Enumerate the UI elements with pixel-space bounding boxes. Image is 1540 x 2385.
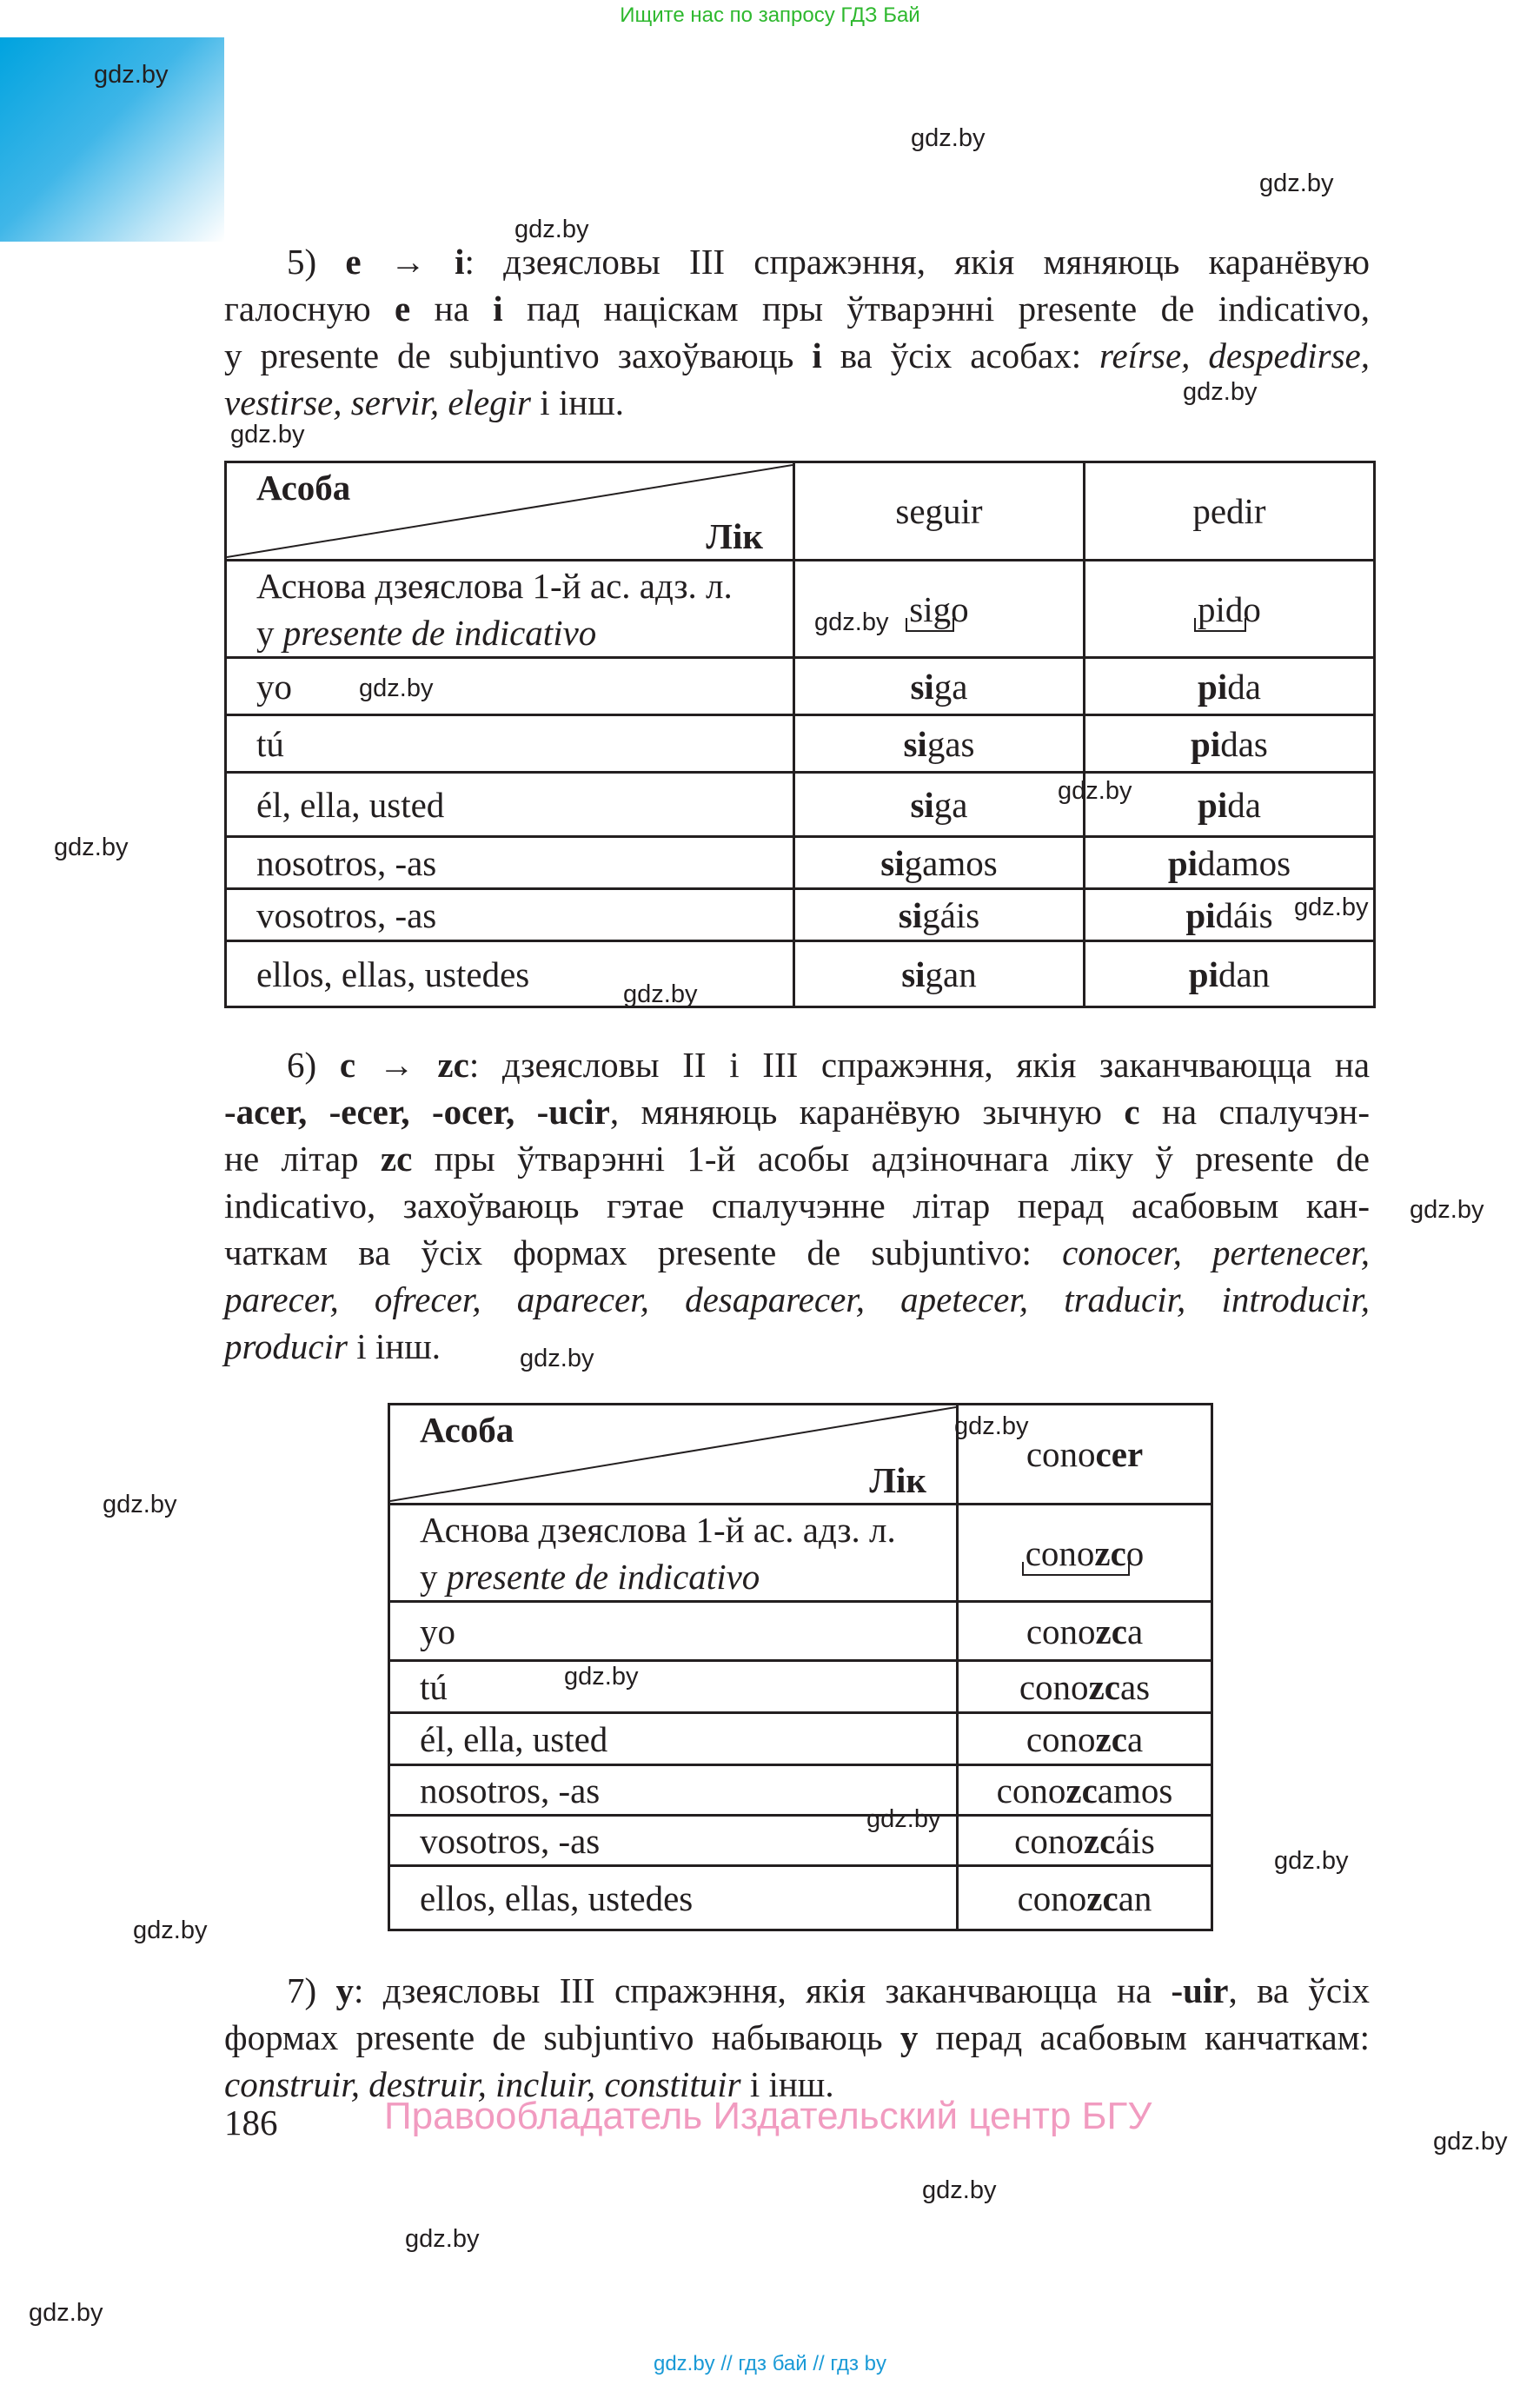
conjugation-table-seguir-pedir (224, 461, 1376, 1008)
watermark: gdz.by (94, 61, 169, 89)
person-tu: tú (389, 1661, 958, 1713)
form-conocer: conozcan (958, 1866, 1212, 1930)
watermark: gdz.by (1274, 1847, 1349, 1875)
person-tu: tú (226, 715, 794, 773)
watermark: gdz.by (1410, 1196, 1484, 1224)
copyright-notice: Правообладатель Издательский центр БГУ (384, 2095, 1152, 2137)
watermark: gdz.by (405, 2225, 480, 2253)
person-el: él, ella, usted (226, 773, 794, 837)
watermark: gdz.by (520, 1345, 594, 1372)
header-asoba: Асоба (256, 468, 351, 508)
watermark: gdz.by (514, 216, 589, 243)
person-nosotros: nosotros, -as (226, 837, 794, 889)
watermark: gdz.by (1259, 169, 1334, 197)
table-header-diagonal (389, 1405, 958, 1505)
watermark: gdz.by (564, 1663, 639, 1691)
watermark: gdz.by (1294, 894, 1369, 921)
form-pedir: pidamos (1084, 837, 1374, 889)
form-pedir: pida (1084, 773, 1374, 837)
watermark: gdz.by (54, 834, 129, 861)
watermark: gdz.by (922, 2176, 997, 2204)
form-conocer: conozca (958, 1713, 1212, 1765)
header-conocer: conocer (958, 1405, 1212, 1505)
bottom-banner[interactable]: gdz.by // гдз бай // гдз by (653, 2352, 887, 2375)
header-pedir: pedir (1084, 462, 1374, 561)
person-yo: yo (389, 1602, 958, 1661)
header-lik: Лік (869, 1460, 926, 1500)
person-ellos: ellos, ellas, ustedes (389, 1866, 958, 1930)
top-banner[interactable]: Ищите нас по запросу ГДЗ Бай (620, 3, 920, 27)
form-pedir: pidan (1084, 941, 1374, 1007)
watermark: gdz.by (911, 124, 986, 152)
form-conocer: conozcamos (958, 1765, 1212, 1816)
watermark: gdz.by (954, 1412, 1029, 1440)
stem-label: Аснова дзеяслова 1-й ас. адз. л. у presente de indicativo (226, 561, 794, 658)
form-seguir: sigamos (794, 837, 1085, 889)
form-pedir: pidas (1084, 715, 1374, 773)
header-lik: Лік (706, 516, 763, 556)
form-pedir: pida (1084, 658, 1374, 715)
watermark: gdz.by (814, 608, 889, 636)
stem-label: Аснова дзеяслова 1-й ас. адз. л. у presente de indicativo (389, 1505, 958, 1602)
form-seguir: sigas (794, 715, 1085, 773)
watermark: gdz.by (1183, 378, 1258, 406)
form-conocer: conozcáis (958, 1816, 1212, 1866)
form-seguir: sigan (794, 941, 1085, 1007)
person-vosotros: vosotros, -as (389, 1816, 958, 1866)
header-seguir: seguir (794, 462, 1085, 561)
conjugation-table-conocer (388, 1403, 1213, 1931)
watermark: gdz.by (1058, 777, 1132, 805)
section-6: 6) c → zc: дзеясловы II і III спражэння, якія заканчваюцца на -acer, -ecer, -ocer, -ucir, мяняюць каранёвую зычную c на спалучэн- не літар zc пры ўтварэнні 1-й асобы адзіночнага ліку ў presente de indicativo, захоўваюць гэтае спалучэнне літар перад асабовым кан- чаткам ва ўсіх формах presente de subjuntivo: conocer, pertenecer, parecer, ofrecer, aparecer, desaparecer, apetecer, traducir, introducir, producir і інш. (224, 1045, 1371, 1366)
page-number: 186 (224, 2103, 278, 2143)
header-asoba: Асоба (420, 1410, 514, 1450)
watermark: gdz.by (133, 1917, 208, 1944)
person-ellos: ellos, ellas, ustedes (226, 941, 794, 1007)
form-conocer: conozcas (958, 1661, 1212, 1713)
stem-seguir: sig o (794, 561, 1085, 658)
section-7: 7) y: дзеясловы III спражэння, якія заканчваюцца на -uir, ва ўсіх формах presente de subjuntivo набываюць y перад асабовым канчаткам: construir, destruir, incluir, constituir і інш. (224, 1970, 1371, 2104)
form-seguir: siga (794, 658, 1085, 715)
form-seguir: sigáis (794, 889, 1085, 941)
watermark: gdz.by (359, 674, 434, 702)
person-yo: yo (226, 658, 794, 715)
section-5: 5) e → i: дзеясловы III спражэння, якія мяняюць каранёвую галосную e на i пад націскам пры ўтварэнні presente de indicativo, у presente de subjuntivo захоўваюць i ва ўсіх асобах: reírse, despedirse, vestirse, servir, elegir і інш. (224, 242, 1371, 422)
stem-conocer: conozc o (958, 1505, 1212, 1602)
watermark: gdz.by (230, 421, 305, 448)
watermark: gdz.by (866, 1805, 941, 1833)
person-el: él, ella, usted (389, 1713, 958, 1765)
watermark: gdz.by (29, 2299, 103, 2327)
person-nosotros: nosotros, -as (389, 1765, 958, 1816)
watermark: gdz.by (103, 1491, 177, 1518)
table-header-diagonal (226, 462, 794, 561)
form-pedir: pidáis (1084, 889, 1374, 941)
watermark: gdz.by (623, 980, 698, 1008)
stem-pedir: pid o (1084, 561, 1374, 658)
watermark: gdz.by (1433, 2128, 1508, 2156)
person-vosotros: vosotros, -as (226, 889, 794, 941)
form-conocer: conozca (958, 1602, 1212, 1661)
form-seguir: siga (794, 773, 1085, 837)
